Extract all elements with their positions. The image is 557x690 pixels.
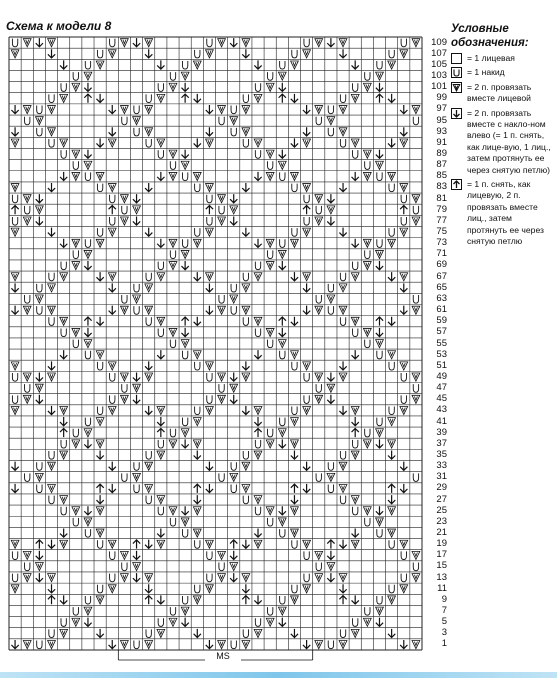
- row-number: 1: [441, 638, 447, 650]
- row-number: 29: [436, 482, 447, 494]
- row-number: 31: [436, 471, 447, 483]
- legend: [451, 22, 553, 251]
- legend-item-yarn-over: [451, 67, 553, 78]
- row-number: 97: [436, 103, 447, 115]
- row-number: 83: [436, 181, 447, 193]
- row-number: 37: [436, 437, 447, 449]
- row-number: 3: [441, 627, 447, 639]
- row-number: 95: [436, 114, 447, 126]
- legend-item-k2tog: [451, 82, 553, 105]
- row-number: 67: [436, 270, 447, 282]
- row-number: 107: [431, 47, 447, 59]
- row-number: 103: [431, 70, 447, 81]
- row-number: 93: [436, 125, 447, 137]
- row-number: 81: [436, 192, 447, 204]
- legend-text: = 2 п. провязать вместе с накло-ном влево (= 1 п. снять, как лице-вую, 1 лиц., затем протянуть ее через снятую петлю): [467, 107, 551, 175]
- row-number: 23: [436, 515, 447, 527]
- row-number: 27: [436, 493, 447, 505]
- legend-text: = 1 накид: [467, 67, 505, 78]
- repeat-label: MS: [216, 651, 230, 661]
- row-number: 7: [441, 604, 447, 616]
- row-number: 73: [436, 237, 447, 249]
- arrow-up-icon: [451, 179, 462, 190]
- chart-title: Схема к модели 8: [6, 19, 112, 33]
- empty-square-icon: [451, 53, 462, 64]
- legend-text: = 2 п. провязать вместе лицевой: [467, 81, 532, 104]
- row-number: 77: [436, 214, 447, 226]
- row-number: 69: [436, 259, 447, 271]
- legend-title: Условные обозначения:: [451, 23, 529, 49]
- row-number: 61: [436, 304, 447, 316]
- row-number: 101: [431, 81, 447, 93]
- row-number: 35: [436, 448, 447, 460]
- row-number: 65: [436, 281, 447, 293]
- row-number: 17: [436, 549, 447, 561]
- row-number: 79: [436, 203, 447, 215]
- legend-item-ssk: [451, 108, 553, 176]
- row-number: 15: [436, 560, 447, 572]
- row-number: 25: [436, 504, 447, 516]
- row-number: 21: [436, 526, 447, 538]
- row-number: 75: [436, 226, 447, 238]
- legend-item-sk2p: [451, 179, 553, 247]
- legend-item-knit: [451, 53, 553, 64]
- u-loop-icon: [451, 67, 462, 78]
- row-number: 99: [436, 92, 447, 104]
- row-number: 55: [436, 337, 447, 349]
- row-number: 89: [436, 148, 447, 160]
- row-number: 49: [436, 370, 447, 382]
- row-number: 105: [431, 58, 447, 70]
- legend-text: = 1 лицевая: [467, 53, 515, 63]
- row-number: 85: [436, 170, 447, 182]
- row-number: 59: [436, 315, 447, 327]
- row-number: 19: [436, 538, 447, 550]
- footer-accent-bar: [0, 672, 557, 678]
- row-number: 13: [436, 571, 447, 583]
- row-number: 51: [436, 359, 447, 371]
- row-number: 63: [436, 292, 447, 304]
- row-number: 47: [436, 382, 447, 394]
- row-number: 91: [436, 136, 447, 148]
- row-number: 45: [436, 393, 447, 405]
- row-number: 57: [436, 326, 447, 338]
- legend-text: = 1 п. снять, как лицевую, 2 п. провязать вместе лиц., затем протянуть ее через снятую петлю: [467, 179, 544, 247]
- row-number: 5: [441, 616, 447, 628]
- v-triangle-icon: [451, 82, 462, 93]
- arrow-down-icon: [451, 108, 462, 119]
- row-number: 11: [437, 582, 447, 594]
- row-number: 39: [436, 426, 447, 438]
- row-number: 71: [436, 248, 447, 260]
- row-number: 41: [436, 415, 447, 427]
- row-number: 87: [436, 159, 447, 171]
- row-number: 33: [436, 460, 447, 472]
- row-number: 53: [436, 348, 447, 360]
- row-number: 109: [431, 36, 447, 48]
- row-number: 43: [436, 404, 447, 416]
- row-number: 9: [441, 593, 447, 605]
